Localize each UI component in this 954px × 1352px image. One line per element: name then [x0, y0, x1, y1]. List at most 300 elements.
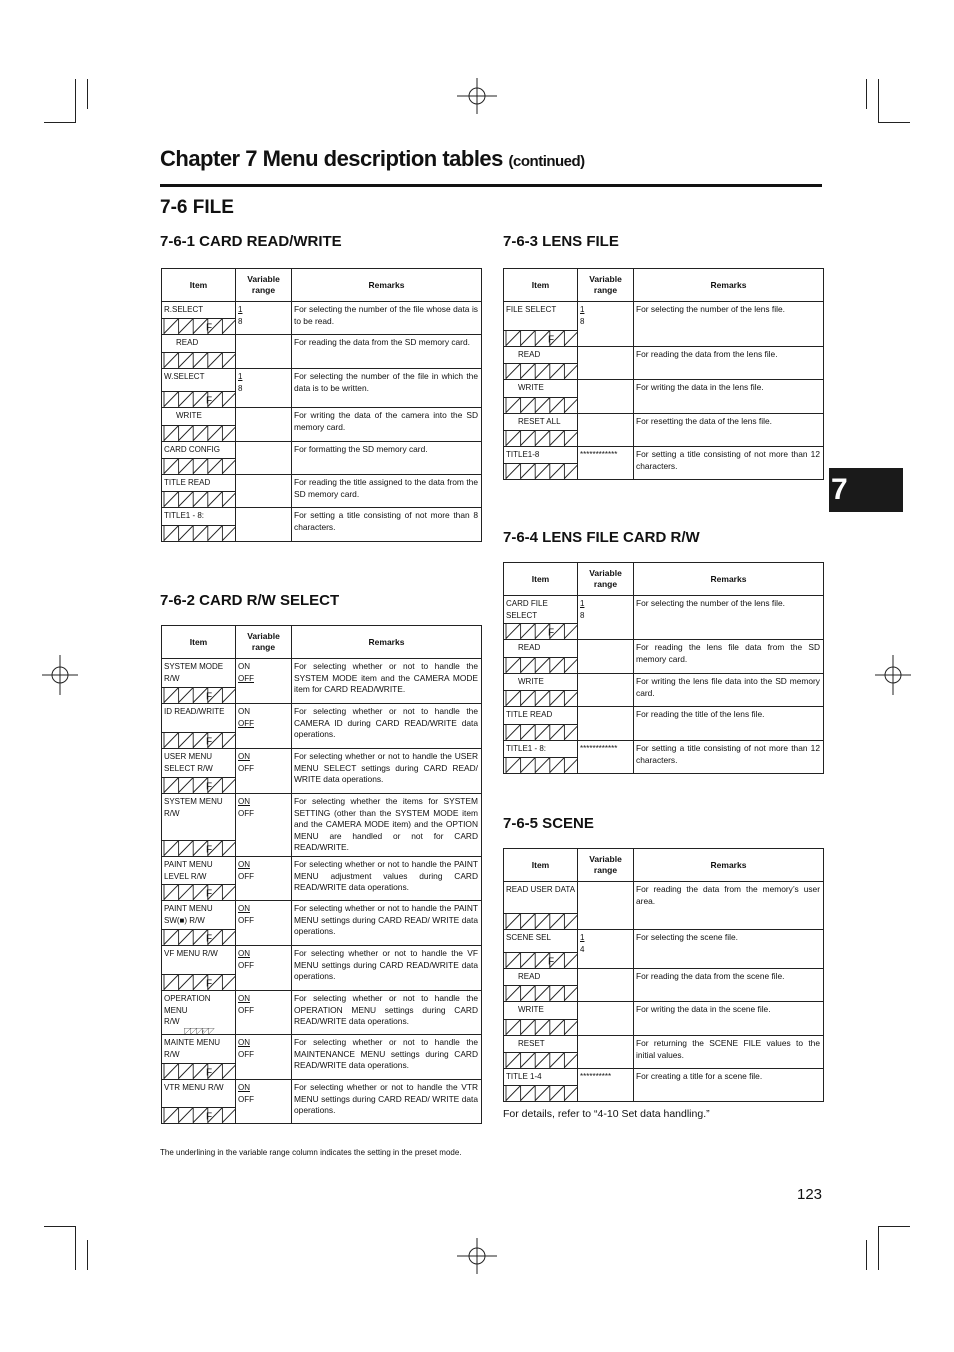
menu-page-slashes-icon — [162, 491, 236, 507]
item-cell-content — [162, 857, 235, 900]
item-label: ID READ/WRITE — [164, 707, 225, 716]
range-value: OFF — [238, 871, 254, 881]
range-cell — [236, 704, 292, 749]
range-cell — [578, 1069, 634, 1102]
item-label: VF MENU R/W — [164, 949, 218, 958]
item-cell-content — [162, 508, 235, 541]
remarks-cell: For selecting the number of the lens file. — [634, 302, 824, 347]
column-header-remarks: Remarks — [292, 626, 482, 659]
table-row — [162, 991, 482, 1035]
crop-mark — [75, 1226, 76, 1270]
menu-page-slashes-icon — [504, 363, 578, 379]
item-label: VTR MENU R/W — [164, 1083, 224, 1092]
item-cell — [504, 380, 578, 414]
range-cell — [578, 674, 634, 707]
menu-page-slashes-icon — [504, 985, 578, 1001]
remarks-cell: For selecting the scene file. — [634, 930, 824, 969]
table-row — [504, 707, 824, 741]
menu-page-slashes-icon — [162, 318, 236, 334]
column-header-range: Variable range — [578, 269, 634, 302]
range-cell — [236, 991, 292, 1035]
table-row — [162, 704, 482, 749]
item-cell-content — [162, 408, 235, 441]
table-row — [504, 1069, 824, 1102]
item-cell-content — [504, 1036, 577, 1068]
range-value: ************ — [580, 450, 618, 459]
table-row — [162, 335, 482, 369]
table-header-row — [504, 269, 824, 302]
remarks-cell: For selecting the number of the file in which the data is to be written. — [292, 369, 482, 408]
range-value: 4 — [580, 944, 585, 954]
range-cell — [578, 347, 634, 380]
range-cell — [236, 508, 292, 542]
flag-label: F — [205, 978, 213, 990]
table-row — [504, 347, 824, 380]
flag-label: F — [205, 322, 213, 334]
range-value: OFF — [238, 915, 254, 925]
range-cell — [236, 946, 292, 991]
item-cell — [504, 347, 578, 380]
registration-mark-icon — [40, 655, 80, 695]
item-label: READ — [176, 338, 199, 347]
menu-page-slashes-icon — [504, 463, 578, 479]
remarks-cell: For setting a title consisting of not more than 8 characters. — [292, 508, 482, 542]
item-label: PAINT MENU LEVEL R/W — [164, 860, 213, 881]
item-label: READ — [518, 350, 541, 359]
item-cell — [162, 901, 236, 946]
table-header-row — [504, 563, 824, 596]
column-header-remarks: Remarks — [634, 849, 824, 882]
remarks-cell: For reading the data from the memory’s user area. — [634, 882, 824, 930]
remarks-cell: For reading the data from the scene file. — [634, 969, 824, 1002]
crop-mark — [878, 122, 910, 123]
flag-label: F — [547, 956, 555, 968]
remarks-cell: For writing the data of the camera into the SD memory card. — [292, 408, 482, 442]
range-value: ON — [238, 707, 250, 716]
column-header-range: Variable range — [578, 563, 634, 596]
item-cell-content — [504, 969, 577, 1001]
remarks-cell: For selecting the number of the file whose data is to be read. — [292, 302, 482, 335]
item-label: TITLE1 - 8: — [506, 744, 547, 753]
subsection-title-lens-file: 7-6-3 LENS FILE — [503, 233, 619, 250]
item-cell — [504, 1036, 578, 1069]
item-cell-content — [162, 794, 235, 856]
item-cell-content — [504, 882, 577, 929]
item-cell-content — [162, 946, 235, 990]
menu-page-slashes-icon — [504, 952, 578, 968]
range-cell — [236, 901, 292, 946]
menu-page-slashes-icon — [504, 1052, 578, 1068]
item-cell-content — [162, 475, 235, 507]
remarks-cell: For selecting whether or not to handle the PAINT MENU adjustment values during CARD READ/WRITE data operations. — [292, 857, 482, 901]
menu-page-slashes-icon — [504, 430, 578, 446]
item-cell-content — [162, 749, 235, 793]
table-lens-file-card-rw — [503, 562, 824, 774]
remarks-cell: For returning the SCENE FILE values to the initial values. — [634, 1036, 824, 1069]
item-cell-content — [504, 447, 577, 479]
menu-page-slashes-icon — [162, 1107, 236, 1123]
table-row — [504, 674, 824, 707]
item-cell-content — [504, 596, 577, 639]
table-row — [162, 857, 482, 901]
menu-page-slashes-icon — [504, 657, 578, 673]
crop-mark — [866, 79, 867, 109]
item-cell-content — [504, 414, 577, 446]
flag-label: F — [205, 1067, 213, 1079]
menu-page-slashes-icon — [504, 690, 578, 706]
item-cell-content — [162, 991, 235, 1034]
menu-page-slashes-icon — [504, 1019, 578, 1035]
range-value: ON — [238, 949, 250, 958]
column-header-item: Item — [504, 849, 578, 882]
range-value: OFF — [238, 960, 254, 970]
range-value: ************ — [580, 744, 618, 753]
crop-mark — [878, 1226, 910, 1227]
item-cell-content — [504, 347, 577, 379]
range-value: 1 — [238, 372, 243, 381]
subsection-title-lens-file-card-rw: 7-6-4 LENS FILE CARD R/W — [503, 529, 700, 546]
remarks-cell: For reading the title assigned to the data from the SD memory card. — [292, 475, 482, 508]
subsection-title-scene: 7-6-5 SCENE — [503, 815, 594, 832]
flag-label: F — [547, 334, 555, 346]
item-label: TITLE READ — [164, 478, 211, 487]
item-cell-content — [504, 1002, 577, 1035]
item-cell-content — [504, 380, 577, 413]
flag-label: F — [205, 691, 213, 703]
item-label: TITLE READ — [506, 710, 553, 719]
range-cell — [578, 707, 634, 741]
table-header-row — [504, 849, 824, 882]
column-header-item: Item — [504, 269, 578, 302]
flag-label: F — [205, 933, 213, 945]
range-cell — [236, 794, 292, 857]
menu-page-slashes-icon — [162, 352, 236, 368]
remarks-cell: For reading the lens file data from the SD memory card. — [634, 640, 824, 674]
flag-label: F — [205, 395, 213, 407]
item-cell — [162, 991, 236, 1035]
menu-page-slashes-icon — [162, 425, 236, 441]
remarks-cell: For reading the data from the lens file. — [634, 347, 824, 380]
item-cell — [504, 414, 578, 447]
table-row — [504, 447, 824, 480]
range-cell — [578, 882, 634, 930]
item-label: R.SELECT — [164, 305, 204, 314]
table-card-rw-select — [161, 625, 482, 1124]
range-cell — [236, 749, 292, 794]
item-cell — [504, 596, 578, 640]
registration-mark-icon — [873, 655, 913, 695]
crop-mark — [44, 1226, 76, 1227]
item-label: TITLE 1-4 — [506, 1072, 542, 1081]
range-value: 1 — [238, 305, 243, 314]
range-cell — [578, 969, 634, 1002]
range-cell — [236, 369, 292, 408]
flag-label: F — [205, 888, 213, 900]
item-label: RESET ALL — [518, 417, 561, 426]
column-header-range: Variable range — [236, 626, 292, 659]
range-cell — [236, 857, 292, 901]
menu-page-slashes-icon — [162, 777, 236, 793]
range-cell — [578, 447, 634, 480]
item-label: TITLE1 - 8: — [164, 511, 205, 520]
range-value: ON — [238, 1038, 250, 1047]
item-cell — [162, 1080, 236, 1124]
section-title: 7-6 FILE — [160, 197, 234, 218]
flag-label: F — [205, 844, 213, 856]
range-value: OFF — [238, 1049, 254, 1059]
menu-page-slashes-icon — [504, 623, 578, 639]
range-cell — [578, 414, 634, 447]
crop-mark — [87, 1240, 88, 1270]
crop-mark — [878, 79, 879, 123]
item-label: RESET — [518, 1039, 545, 1048]
menu-page-slashes-icon — [162, 525, 236, 541]
range-value: ON — [238, 1083, 250, 1092]
item-label: TITLE1-8 — [506, 450, 540, 459]
menu-page-slashes-icon — [162, 687, 236, 703]
remarks-cell: For selecting whether or not to handle the PAINT MENU settings during CARD READ/ WRITE data operations. — [292, 901, 482, 946]
menu-page-slashes-icon — [162, 391, 236, 407]
menu-page-slashes-icon — [162, 1028, 236, 1035]
menu-page-slashes-icon — [504, 757, 578, 773]
range-cell — [578, 930, 634, 969]
item-label: READ — [518, 972, 541, 981]
item-cell — [162, 946, 236, 991]
item-label: SCENE SEL — [506, 933, 551, 942]
remarks-cell: For creating a title for a scene file. — [634, 1069, 824, 1102]
table-card-read-write — [161, 268, 482, 542]
item-cell-content — [504, 1069, 577, 1101]
table-row — [504, 1036, 824, 1069]
table-row — [162, 1080, 482, 1124]
item-cell — [504, 1002, 578, 1036]
subsection-title-card-rw-select: 7-6-2 CARD R/W SELECT — [160, 592, 340, 609]
item-cell — [162, 704, 236, 749]
item-label: CARD CONFIG — [164, 445, 220, 454]
table-scene — [503, 848, 824, 1102]
item-label: USER MENU SELECT R/W — [164, 752, 213, 773]
table-row — [162, 901, 482, 946]
remarks-cell: For selecting whether or not to handle the USER MENU SELECT settings during CARD READ/ WRITE data operations. — [292, 749, 482, 794]
table-row — [162, 408, 482, 442]
item-cell — [162, 659, 236, 704]
flag-label: F — [205, 736, 213, 748]
item-cell — [162, 794, 236, 857]
flag-label: F — [201, 1028, 205, 1034]
remarks-cell: For writing the lens file data into the SD memory card. — [634, 674, 824, 707]
table-row — [162, 794, 482, 857]
item-cell-content — [162, 901, 235, 945]
item-cell-content — [504, 707, 577, 740]
item-cell-content — [162, 659, 235, 703]
item-cell-content — [162, 302, 235, 334]
item-cell-content — [162, 369, 235, 407]
item-label: WRITE — [518, 1005, 544, 1014]
range-cell — [236, 335, 292, 369]
item-cell-content — [162, 1035, 235, 1079]
item-cell — [162, 335, 236, 369]
flag-label: F — [205, 781, 213, 793]
table-row — [162, 659, 482, 704]
remarks-cell: For selecting whether or not to handle the SYSTEM MODE item and the CAMERA MODE item for CARD READ/WRITE. — [292, 659, 482, 704]
remarks-cell: For selecting whether or not to handle the VTR MENU settings during CARD READ/ WRITE data operations. — [292, 1080, 482, 1124]
item-cell — [504, 640, 578, 674]
item-label: OPERATION MENU R/W — [164, 994, 211, 1026]
table-row — [504, 414, 824, 447]
menu-page-slashes-icon — [504, 1085, 578, 1101]
table-header-row — [162, 626, 482, 659]
range-value: 1 — [580, 599, 585, 608]
range-value: OFF — [238, 673, 254, 683]
item-cell — [162, 749, 236, 794]
table-row — [162, 442, 482, 475]
item-label: W.SELECT — [164, 372, 205, 381]
item-label: FILE SELECT — [506, 305, 557, 314]
subsection-title-card-read-write: 7-6-1 CARD READ/WRITE — [160, 233, 342, 250]
column-header-item: Item — [504, 563, 578, 596]
table-row — [162, 369, 482, 408]
table-row — [504, 596, 824, 640]
column-header-remarks: Remarks — [292, 269, 482, 302]
item-cell — [162, 408, 236, 442]
column-header-range: Variable range — [578, 849, 634, 882]
range-value: OFF — [238, 808, 254, 818]
column-header-range: Variable range — [236, 269, 292, 302]
crop-mark — [87, 79, 88, 109]
menu-page-slashes-icon — [162, 732, 236, 748]
column-header-item: Item — [162, 626, 236, 659]
item-cell — [162, 369, 236, 408]
column-header-remarks: Remarks — [634, 563, 824, 596]
table-row — [162, 302, 482, 335]
range-cell — [578, 1036, 634, 1069]
crop-mark — [44, 122, 76, 123]
range-value: ON — [238, 904, 250, 913]
item-cell — [504, 969, 578, 1002]
remarks-cell: For writing the data in the lens file. — [634, 380, 824, 414]
table-row — [504, 930, 824, 969]
range-value: ON — [238, 662, 250, 671]
crop-mark — [75, 79, 76, 123]
remarks-cell: For reading the data from the SD memory card. — [292, 335, 482, 369]
remarks-cell: For selecting whether or not to handle the CAMERA ID during CARD READ/WRITE data operations. — [292, 704, 482, 749]
page-number: 123 — [797, 1186, 823, 1203]
table-row — [162, 475, 482, 508]
column-header-remarks: Remarks — [634, 269, 824, 302]
table-row — [162, 1035, 482, 1080]
item-cell-content — [504, 302, 577, 346]
item-cell-content — [162, 335, 235, 368]
range-value: ON — [238, 797, 250, 806]
item-label: READ USER DATA — [506, 885, 576, 894]
chapter-rule — [160, 184, 822, 187]
item-label: SYSTEM MODE R/W — [164, 662, 224, 683]
crop-mark — [866, 1240, 867, 1270]
item-cell — [162, 508, 236, 542]
chapter-title: Chapter 7 Menu description tables (continued) — [160, 146, 585, 171]
range-cell — [236, 659, 292, 704]
remarks-cell: For selecting whether the items for SYSTEM SETTING (other than the SYSTEM MODE item and the CAMERA MODE item) and the OPTION MENU are handled or not for CARD READ/WRITE. — [292, 794, 482, 857]
item-cell-content — [504, 741, 577, 773]
column-header-item: Item — [162, 269, 236, 302]
table-row — [162, 749, 482, 794]
menu-page-slashes-icon — [504, 330, 578, 346]
item-cell-content — [162, 704, 235, 748]
remarks-cell: For selecting whether or not to handle the VF MENU settings during CARD READ/WRITE data operations. — [292, 946, 482, 991]
range-cell — [578, 1002, 634, 1036]
item-cell — [504, 930, 578, 969]
range-cell — [236, 408, 292, 442]
item-cell — [162, 302, 236, 335]
item-label: PAINT MENU SW(■) R/W — [164, 904, 213, 925]
item-cell — [504, 447, 578, 480]
range-value: ********** — [580, 1072, 612, 1081]
remarks-cell: For selecting whether or not to handle the OPERATION MENU settings during CARD READ/WRITE data operations. — [292, 991, 482, 1035]
menu-page-slashes-icon — [162, 458, 236, 474]
range-value: OFF — [238, 718, 254, 728]
remarks-cell: For formatting the SD memory card. — [292, 442, 482, 475]
table-row — [162, 508, 482, 542]
table-row — [504, 302, 824, 347]
remarks-cell: For resetting the data of the lens file. — [634, 414, 824, 447]
item-label: MAINTE MENU R/W — [164, 1038, 220, 1059]
item-cell-content — [162, 442, 235, 474]
item-label: READ — [518, 643, 541, 652]
remarks-cell: For setting a title consisting of not more than 12 characters. — [634, 447, 824, 480]
table-header-row — [162, 269, 482, 302]
range-value: ON — [238, 860, 250, 869]
range-value: ON — [238, 994, 250, 1003]
remarks-cell: For reading the title of the lens file. — [634, 707, 824, 741]
range-cell — [236, 1080, 292, 1124]
menu-page-slashes-icon — [162, 974, 236, 990]
range-value: 8 — [580, 316, 585, 326]
table-row — [504, 380, 824, 414]
range-value: 8 — [238, 383, 243, 393]
table-row — [504, 882, 824, 930]
item-label: WRITE — [518, 383, 544, 392]
item-cell — [504, 1069, 578, 1102]
item-label: CARD FILE SELECT — [506, 599, 548, 620]
item-cell-content — [504, 930, 577, 968]
continued-label: (continued) — [508, 153, 585, 170]
table-row — [504, 640, 824, 674]
item-cell — [504, 302, 578, 347]
range-cell — [236, 1035, 292, 1080]
range-value: ON — [238, 752, 250, 761]
range-cell — [578, 380, 634, 414]
registration-mark-icon — [457, 1236, 497, 1276]
table-row — [504, 741, 824, 774]
menu-page-slashes-icon — [504, 913, 578, 929]
table-lens-file — [503, 268, 824, 480]
item-cell — [162, 442, 236, 475]
menu-page-slashes-icon — [162, 929, 236, 945]
chapter-tab: 7 — [829, 468, 903, 512]
item-cell — [504, 741, 578, 774]
flag-label: F — [547, 627, 555, 639]
details-note: For details, refer to “4-10 Set data handling.” — [503, 1108, 710, 1120]
registration-mark-icon — [457, 76, 497, 116]
item-cell — [504, 707, 578, 741]
footnote: The underlining in the variable range column indicates the setting in the preset mode. — [160, 1148, 462, 1157]
range-value: 1 — [580, 305, 585, 314]
table-row — [162, 946, 482, 991]
remarks-cell: For selecting whether or not to handle the MAINTENANCE MENU settings during CARD READ/WRITE data operations. — [292, 1035, 482, 1080]
item-cell-content — [162, 1080, 235, 1123]
table-row — [504, 969, 824, 1002]
menu-page-slashes-icon — [162, 884, 236, 900]
